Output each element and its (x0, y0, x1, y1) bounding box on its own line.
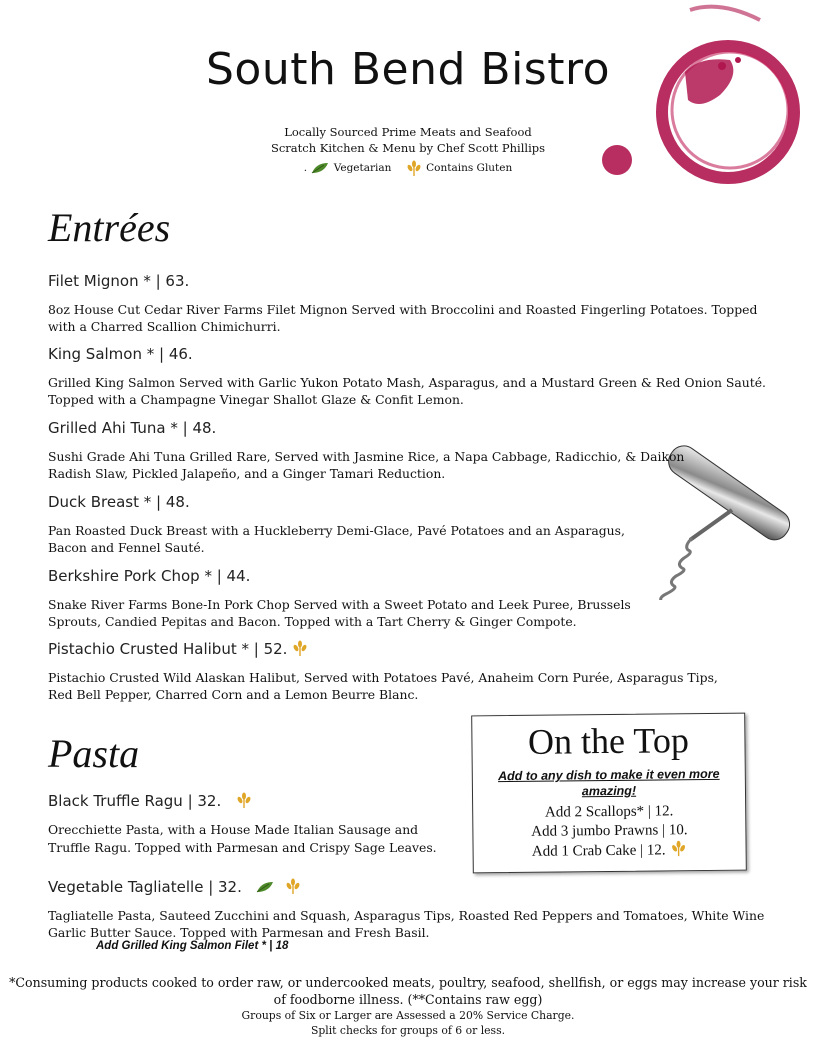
vegetarian-leaf-icon (310, 161, 330, 175)
dish-desc-line: Pistachio Crusted Wild Alaskan Halibut, Served with Potatoes Pavé, Anaheim Corn Purée, Asparagus Tips, (48, 670, 718, 685)
split-check-note: Split checks for groups of 6 or less. (310, 1024, 506, 1037)
dish-name: Vegetable Tagliatelle | 32. (48, 878, 242, 896)
dish-name: King Salmon * | 46. (48, 345, 193, 363)
dish-name-row (48, 640, 309, 658)
dish-desc-line: Tagliatelle Pasta, Sauteed Zucchini and Squash, Asparagus Tips, Roasted Red Peppers and Tomatoes, White Wine (48, 908, 765, 923)
dish-desc-line: Pan Roasted Duck Breast with a Huckleberry Demi-Glace, Pavé Potatoes and an Asparagus, (48, 523, 625, 538)
on-the-top-box (471, 713, 747, 874)
dish-name-row (48, 792, 253, 810)
dish-desc-line: Orecchiette Pasta, with a House Made Italian Sausage and (48, 822, 419, 837)
dish-desc-line: 8oz House Cut Cedar River Farms Filet Mignon Served with Broccolini and Roasted Fingerling Potatoes. Topped (48, 302, 758, 317)
dish-name: Berkshire Pork Chop * | 44. (48, 567, 251, 585)
dish-desc-line: Snake River Farms Bone-In Pork Chop Served with a Sweet Potato and Leek Puree, Brussels (48, 597, 631, 612)
dish-name: Grilled Ahi Tuna * | 48. (48, 419, 217, 437)
raw-food-warning: *Consuming products cooked to order raw, or undercooked meats, poultry, seafood, shellfish, or eggs may increase your risk of foodborne illness. (**Contains raw egg) (9, 975, 807, 1007)
addon-item: Add 3 jumbo Prawns | 10. (531, 822, 688, 840)
dish-desc-line: with a Charred Scallion Chimichurri. (48, 319, 281, 334)
dish-name: Pistachio Crusted Halibut * | 52. (48, 640, 288, 658)
wine-stain-decoration (590, 0, 816, 230)
dish-desc-line: Bacon and Fennel Sauté. (48, 540, 205, 555)
dish-name: Duck Breast * | 48. (48, 493, 190, 511)
gluten-wheat-icon (669, 840, 687, 856)
gluten-wheat-icon (235, 792, 253, 808)
gluten-wheat-icon (291, 640, 309, 656)
vegetarian-leaf-icon (255, 880, 275, 894)
addon-note: Add Grilled King Salmon Filet * | 18 (96, 940, 289, 952)
dish-name-row (48, 878, 302, 896)
legend-vegetarian: Vegetarian (333, 162, 392, 174)
dish-desc-line: Truffle Ragu. Topped with Parmesan and Crispy Sage Leaves. (48, 840, 437, 855)
tagline-1: Locally Sourced Prime Meats and Seafood (284, 125, 532, 139)
dish-desc-line: Sushi Grade Ahi Tuna Grilled Rare, Served with Jasmine Rice, a Napa Cabbage, Radicchio, & Daikon (48, 449, 685, 464)
dish-name: Filet Mignon * | 63. (48, 272, 190, 290)
dish-desc-line: Sprouts, Candied Pepitas and Bacon. Topped with a Tart Cherry & Ginger Compote. (48, 614, 577, 629)
dish-desc-line: Grilled King Salmon Served with Garlic Yukon Potato Mash, Asparagus, and a Mustard Green & Red Onion Sauté. (48, 375, 766, 390)
on-the-top-note: Add to any dish to make it even more amazing! (497, 766, 720, 799)
restaurant-title: South Bend Bistro (205, 44, 611, 95)
dish-desc-line: Radish Slaw, Pickled Jalapeño, and a Ginger Tamari Reduction. (48, 466, 446, 481)
dish-name: Black Truffle Ragu | 32. (48, 792, 222, 810)
addon-item: Add 1 Crab Cake | 12. (531, 842, 666, 860)
tagline-2: Scratch Kitchen & Menu by Chef Scott Phillips (270, 141, 546, 155)
legend-gluten: Contains Gluten (426, 162, 513, 174)
dish-desc-line: Garlic Butter Sauce. Topped with Parmesan and Fresh Basil. (48, 925, 430, 940)
addon-item-row (474, 840, 746, 863)
entrees-heading: Entrées (48, 205, 171, 250)
gluten-wheat-icon (284, 878, 302, 894)
gluten-wheat-icon (405, 160, 423, 176)
legend (0, 160, 816, 176)
footer-policies (0, 1008, 816, 1038)
dish-desc-line: Red Bell Pepper, Charred Corn and a Lemon Beurre Blanc. (48, 687, 419, 702)
corkscrew-decoration (640, 420, 810, 600)
pasta-heading: Pasta (48, 731, 140, 776)
addon-item: Add 2 Scallops* | 12. (544, 803, 674, 821)
on-the-top-heading: On the Top (527, 720, 690, 762)
dish-desc-line: Topped with a Champagne Vinegar Shallot Glaze & Confit Lemon. (48, 392, 464, 407)
service-charge-note: Groups of Six or Larger are Assessed a 20% Service Charge. (241, 1009, 575, 1022)
legend-prefix: . (303, 162, 308, 174)
